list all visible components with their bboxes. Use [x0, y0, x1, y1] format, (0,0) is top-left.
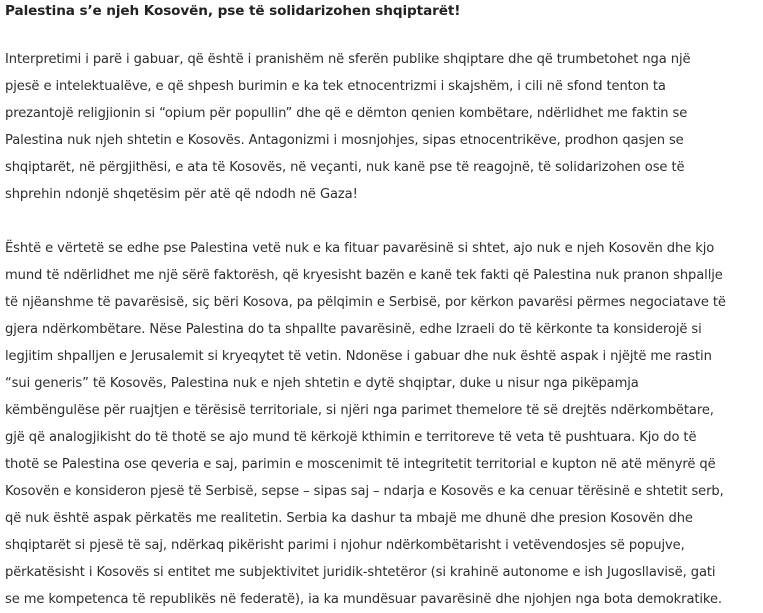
text-line: përkatësisht i Kosovës si entitet me subjektivitet juridik-shtetëror (si krahinë autonome e ish Jugosllavisë, gati [5, 565, 716, 580]
text-line: pjesë e intelektualëve, e që shpesh burimin e ka tek etnocentrizmi i skajshëm, i cili në sfond tenton ta [5, 79, 666, 94]
text-line: se me kompetenca të republikës në federatë), ia ka mundësuar pavarësinë dhe njohjen nga bota demokratike. [5, 592, 722, 607]
text-line: që nuk është aspak përkatës me realitetin. Serbia ka dashur ta mbajë me dhunë dhe presion Kosovën dhe [5, 511, 693, 526]
text-line: Interpretimi i parë i gabuar, që është i pranishëm në sferën publike shqiptare dhe që trumbetohet nga një [5, 52, 691, 67]
text-line: shprehin ndonjë shqetësim për atë që ndodh në Gaza! [5, 187, 358, 202]
text-line: të njëanshme të pavarësisë, siç bëri Kosova, pa pëlqimin e Serbisë, por kërkon pavarësi përmes negociatave të [5, 295, 726, 310]
paragraph-2 [5, 235, 761, 613]
paragraph-1 [5, 46, 761, 208]
text-line: shqiptarët si pjesë të saj, ndërkaq pikërisht parimi i njohur ndërkombëtarisht i vetëvendosjes së popujve, [5, 538, 685, 553]
text-line: Kosovën e konsideron pjesë të Serbisë, sepse – sipas saj – ndarja e Kosovës e ka cenuar tërësinë e shtetit serb, [5, 484, 724, 499]
article-title: Palestina s’e njeh Kosovën, pse të solidarizohen shqiptarët! [5, 3, 461, 19]
text-line: legjitim shpalljen e Jerusalemit si kryeqytet të vetin. Ndonëse i gabuar dhe nuk është aspak i njëjtë me rastin [5, 349, 712, 364]
text-line: gjera ndërkombëtare. Nëse Palestina do ta shpallte pavarësinë, edhe Izraeli do të kërkonte ta konsiderojë si [5, 322, 702, 337]
text-line: Është e vërtetë se edhe pse Palestina vetë nuk e ka fituar pavarësinë si shtet, ajo nuk e njeh Kosovën dhe kjo [5, 241, 715, 256]
text-line: thotë se Palestina ose qeveria e saj, parimin e moscenimit të integritetit territorial e kupton në atë mënyrë që [5, 457, 716, 472]
text-line: gjë që analogjikisht do të thotë se ajo mund të kërkojë kthimin e territoreve të veta të pushtuara. Kjo do të [5, 430, 697, 445]
article [5, 0, 761, 613]
text-line: mund të ndërlidhet me një sërë faktorësh, që kryesisht bazën e kanë tek fakti që Palestina nuk pranon shpallje [5, 268, 723, 283]
text-line: Palestina nuk njeh shtetin e Kosovës. Antagonizmi i mosnjohjes, sipas etnocentrikëve, prodhon qasjen se [5, 133, 684, 148]
text-line: këmbëngulëse për ruajtjen e tërësisë territoriale, si njëri nga parimet themelore të së drejtës ndërkombëtare, [5, 403, 714, 418]
text-line: prezantojë religjionin si “opium për popullin” dhe që e dëmton qenien kombëtare, ndërlidhet me faktin se [5, 106, 688, 121]
text-line: “sui generis” të Kosovës, Palestina nuk e njeh shtetin e dytë shqiptar, duke u nisur nga pikëpamja [5, 376, 639, 391]
text-line: shqiptarët, në përgjithësi, e ata të Kosovës, në veçanti, nuk kanë pse të reagojnë, të solidarizohen ose të [5, 160, 685, 175]
